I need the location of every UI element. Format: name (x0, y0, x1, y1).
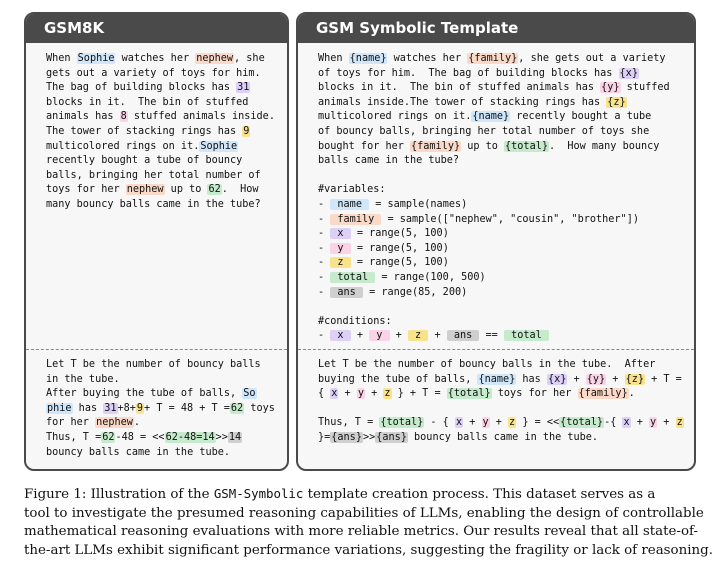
template-question-line (318, 96, 670, 111)
variable-total-highlight: {total} (560, 417, 604, 429)
text-span: up to (461, 140, 505, 152)
text-span: . How many bouncy (548, 140, 660, 152)
text-span: When (46, 53, 77, 64)
template-question-line (318, 110, 670, 125)
text-span: many bouncy balls came in the tube? (46, 198, 261, 210)
caption-line (24, 542, 713, 561)
caption-text: the-art LLMs exhibit significant performance variations, suggesting the fragility or lack of reasoning. (24, 542, 713, 558)
text-span: The bag of building blocks has (46, 82, 237, 94)
text-span: + (657, 417, 676, 429)
template-question (318, 52, 670, 344)
variable-x-highlight: x (331, 330, 350, 342)
text-span: has (516, 373, 547, 385)
variable-x-highlight: 31 (104, 402, 117, 414)
gsm8k-answer-line (46, 373, 275, 388)
gsm8k-question-line (46, 67, 275, 82)
template-question-line (318, 154, 670, 169)
template-question-line (318, 183, 670, 198)
template-question-line (318, 315, 670, 330)
text-span: + T = 48 + T = (144, 402, 230, 414)
variable-y-highlight: {y} (601, 82, 620, 94)
variable-y-highlight: y (650, 417, 657, 429)
text-span: watches her (115, 53, 196, 64)
variable-z-highlight: z (676, 417, 683, 429)
text-span: +8+ (117, 402, 136, 414)
gsm8k-panel (24, 12, 289, 471)
text-span: + (606, 373, 625, 385)
gsm8k-answer-line (46, 358, 275, 373)
text-span: - (318, 242, 331, 254)
caption-text: tool to investigate the presumed reasoning capabilities of LLMs, enabling the design of controllable (24, 505, 704, 521)
template-answer (318, 358, 684, 446)
text-span: blocks in it. The bin of stuffed animals has (318, 82, 601, 94)
text-span: blocks in it. The bin of stuffed (46, 96, 249, 108)
caption-code-term: GSM-Symbolic (213, 486, 304, 501)
variable-ans-highlight: {ans} (376, 431, 407, 443)
text-span: + (364, 388, 384, 400)
variable-ans-highlight: 14 (228, 431, 242, 443)
text-span: - (318, 286, 331, 298)
text-span: Thus, T = (318, 417, 380, 429)
text-span: } + T = (391, 388, 447, 400)
gsm8k-panel-title: GSM8K (26, 14, 287, 43)
text-span: in the tube. (46, 373, 120, 385)
text-span: + (389, 330, 408, 342)
text-span: = range(85, 200) (362, 286, 468, 298)
variable-family-highlight: nephew (126, 184, 164, 196)
gsm-symbolic-panel-title: GSM Symbolic Template (298, 14, 694, 43)
template-question-line (318, 198, 670, 213)
variable-name-highlight: So (243, 388, 256, 400)
template-answer-line (318, 416, 684, 431)
variable-z-highlight: {z} (625, 373, 644, 385)
variable-z-highlight: 9 (136, 402, 144, 414)
variable-y-highlight: y (370, 330, 389, 342)
gsm8k-question-line (46, 110, 275, 125)
variable-x-highlight: 31 (237, 82, 250, 94)
text-span: The tower of stacking rings has (46, 125, 243, 137)
text-span: recently bought a tube (510, 111, 652, 123)
variable-y-highlight: y (331, 242, 350, 254)
template-answer-line (318, 373, 684, 388)
gsm8k-answer-line (46, 431, 275, 446)
variable-total-highlight: {total} (447, 388, 491, 400)
variable-total-highlight: total (331, 271, 375, 283)
variable-z-highlight: z (331, 257, 350, 269)
text-span: buying the tube of balls, (318, 373, 478, 385)
variable-z-highlight: z (509, 417, 516, 429)
text-span: = range(5, 100) (350, 228, 449, 240)
text-span: balls came in the tube? (318, 155, 460, 167)
template-question-line (318, 213, 670, 228)
text-span: recently bought a tube of bouncy (46, 155, 243, 167)
text-span: }= (318, 431, 331, 443)
template-question-line (318, 67, 670, 82)
gsm8k-question-line (46, 81, 275, 96)
caption-text: mathematical reasoning evaluations with more reliable metrics. Our results reveal that all state-of- (24, 524, 699, 540)
text-span: + (463, 417, 482, 429)
text-span: >> (362, 431, 376, 443)
variable-total-highlight: 62 (208, 184, 221, 196)
text-span: #variables: (318, 184, 386, 196)
text-span: + (489, 417, 509, 429)
template-question-line (318, 271, 670, 286)
text-span: . How (221, 184, 259, 196)
text-span: stuffed animals inside. (127, 111, 275, 123)
template-question-line (318, 140, 670, 155)
template-question-line (318, 300, 670, 315)
template-question-line (318, 125, 670, 140)
variable-name-highlight: Sophie (200, 140, 238, 152)
text-span: Let T be the number of bouncy balls in the tube. After (318, 359, 656, 370)
figure-caption (24, 485, 713, 560)
gsm8k-answer-line (46, 416, 275, 431)
template-question-line (318, 286, 670, 301)
variable-name-highlight: {name} (472, 111, 510, 123)
text-span: -48 = << (115, 431, 165, 443)
variable-family-highlight: {family} (411, 140, 461, 152)
gsm8k-question-line (46, 140, 275, 155)
text-span: bought for her (318, 140, 411, 152)
gsm8k-answer-line (46, 446, 275, 461)
gsm8k-question-line (46, 169, 275, 184)
gsm8k-answer-line (46, 387, 275, 402)
variable-x-highlight: x (455, 417, 463, 429)
text-span: - { (424, 417, 455, 429)
gsm8k-answer (46, 358, 275, 460)
gsm8k-question-line (46, 154, 275, 169)
text-span: - (318, 257, 331, 269)
text-span: + (338, 388, 357, 400)
text-span: balls, bringing her total number of (46, 169, 261, 181)
text-span: watches her (387, 53, 468, 64)
text-span: + (567, 373, 586, 385)
text-span: { (318, 388, 331, 400)
text-span: = range(5, 100) (350, 257, 449, 269)
text-span: stuffed (620, 82, 670, 94)
variable-total-highlight: 62 (102, 431, 115, 443)
caption-text: Figure 1: Illustration of the (24, 487, 214, 502)
variable-x-highlight: {x} (619, 67, 638, 79)
variable-z-highlight: 9 (243, 125, 250, 137)
variable-x-highlight: x (331, 388, 338, 400)
template-question-line (318, 256, 670, 271)
text-span: . (628, 388, 635, 400)
gsm8k-question-line (46, 52, 275, 67)
template-question-line (318, 242, 670, 257)
variable-name-highlight: Sophie (77, 53, 115, 64)
text-span: + (630, 417, 650, 429)
variable-name-highlight: name (331, 198, 369, 210)
caption-line (24, 485, 696, 505)
gsm8k-answer-line (46, 402, 275, 417)
template-answer-line (318, 402, 684, 417)
text-span: == (479, 330, 504, 342)
text-span: = sample(["nephew", "cousin", "brother"]) (381, 213, 639, 225)
template-question-line (318, 227, 670, 242)
text-span: animals inside.The tower of stacking rings has (318, 96, 607, 108)
text-span: - (318, 198, 331, 210)
gsm-symbolic-template-panel (296, 12, 696, 471)
variable-x-highlight: x (623, 417, 630, 429)
text-span: - (318, 228, 331, 240)
template-question-line (318, 169, 670, 184)
variable-total-highlight: total (504, 330, 548, 342)
variable-total-highlight: 62 (230, 402, 244, 414)
gsm8k-question-line (46, 183, 275, 198)
text-span: = sample(names) (369, 198, 468, 210)
template-question-line (318, 329, 670, 344)
text-span: multicolored rings on it. (318, 111, 472, 123)
text-span: -{ (604, 417, 623, 429)
text-span: of toys for him. The bag of building blocks has (318, 67, 619, 79)
variable-z-highlight: z (408, 330, 428, 342)
text-span: + T = (644, 373, 682, 385)
variable-y-highlight: 8 (120, 111, 127, 123)
text-span: After buying the tube of balls, (46, 388, 243, 400)
variable-z-highlight: z (384, 388, 391, 400)
panel-divider (26, 349, 287, 350)
text-span: bouncy balls came in the tube. (46, 446, 231, 458)
variable-total-highlight: {total} (505, 140, 548, 152)
text-span: multicolored rings on it. (46, 140, 200, 152)
text-span: for her (46, 417, 96, 429)
text-span: - (318, 330, 331, 342)
text-span: toys (244, 402, 275, 414)
variable-y-highlight: {y} (586, 373, 606, 385)
text-span: >> (215, 431, 228, 443)
variable-family-highlight: nephew (196, 53, 234, 64)
variable-family-highlight: family (331, 213, 381, 225)
text-span: has (72, 402, 104, 414)
text-span: , she gets out a variety (518, 53, 666, 64)
variable-family-highlight: nephew (96, 417, 133, 429)
variable-total-highlight: 62-48=14 (165, 431, 215, 443)
text-span: , she (234, 53, 265, 64)
variable-family-highlight: {family} (578, 388, 628, 400)
gsm8k-question (46, 52, 275, 213)
variable-z-highlight: {z} (607, 96, 626, 108)
text-span: - (318, 213, 331, 225)
text-span: animals has (46, 111, 120, 123)
template-answer-line (318, 358, 684, 373)
text-span: of bouncy balls, bringing her total number of toys she (318, 125, 650, 137)
caption-text: template creation process. This dataset serves as a (303, 487, 656, 502)
text-span: When (318, 53, 349, 64)
variable-x-highlight: x (331, 228, 350, 240)
text-span: toys for her (491, 388, 578, 400)
text-span: #conditions: (318, 315, 392, 327)
gsm8k-question-line (46, 198, 275, 213)
text-span: toys for her (46, 184, 126, 196)
variable-ans-highlight: {ans} (331, 431, 362, 443)
text-span: Let T be the number of bouncy balls (46, 359, 261, 370)
text-span: up to (164, 184, 208, 196)
variable-family-highlight: {family} (468, 53, 518, 64)
gsm8k-question-line (46, 96, 275, 111)
template-answer-line (318, 431, 684, 446)
template-question-line (318, 52, 670, 67)
text-span: gets out a variety of toys for him. (46, 67, 261, 79)
text-span: + (428, 330, 447, 342)
template-question-line (318, 81, 670, 96)
variable-y-highlight: y (482, 417, 489, 429)
variable-name-highlight: phie (47, 402, 72, 414)
variable-x-highlight: {x} (547, 373, 567, 385)
text-span: = range(100, 500) (375, 271, 486, 283)
variable-name-highlight: {name} (349, 53, 387, 64)
text-span: - (318, 271, 331, 283)
panel-divider (298, 349, 694, 350)
gsm8k-question-line (46, 125, 275, 140)
variable-ans-highlight: ans (447, 330, 479, 342)
variable-y-highlight: y (357, 388, 364, 400)
text-span: + (350, 330, 370, 342)
caption-line (24, 523, 699, 542)
caption-line (24, 505, 704, 524)
text-span: = range(5, 100) (350, 242, 449, 254)
text-span: } = << (516, 417, 560, 429)
text-span: Thus, T = (46, 431, 102, 443)
variable-ans-highlight: ans (331, 286, 362, 298)
variable-name-highlight: {name} (478, 373, 516, 385)
text-span: . (133, 417, 141, 429)
text-span: bouncy balls came in the tube. (407, 431, 599, 443)
template-answer-line (318, 387, 684, 402)
variable-total-highlight: {total} (380, 417, 424, 429)
